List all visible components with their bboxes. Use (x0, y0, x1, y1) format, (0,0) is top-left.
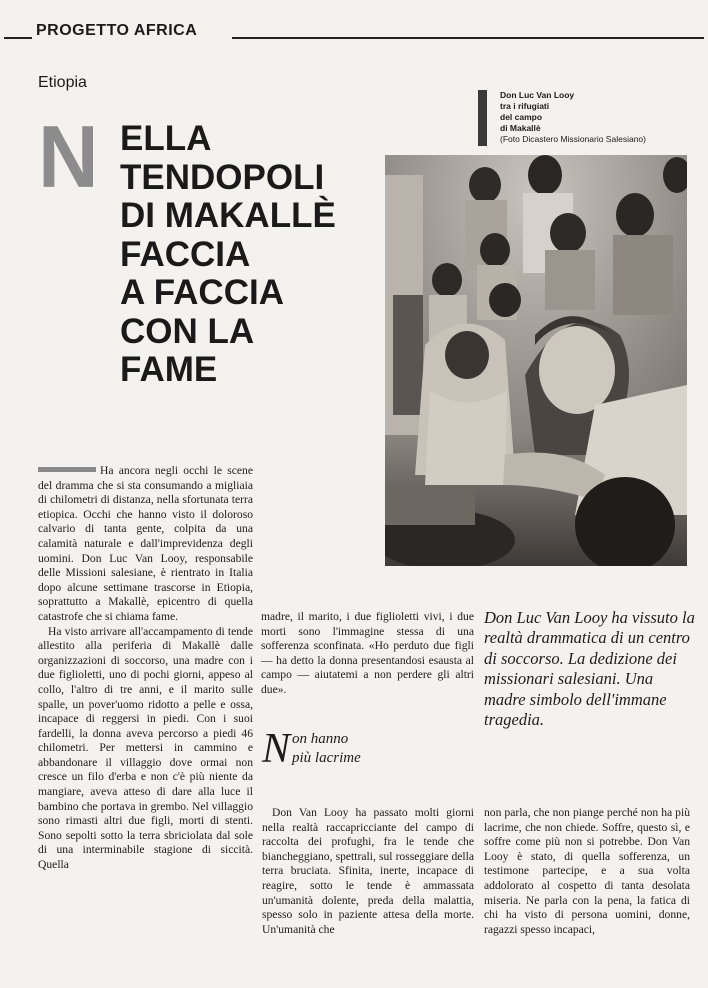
headline-line: TENDOPOLI (120, 157, 325, 197)
body-paragraph: Don Van Looy ha passato molti giorni nella realtà raccapricciante del campo di raccolta dei profughi, fra le tende che biancheggiano, spettrali, sul rosseggiare della terra bruciata. Sfinita, inerte, incapace di reagire, sotto le tende è ammassata un'umanità dolente, preda della malattia, spesso solo in paziente attesa della morte. Un'umanità che (262, 806, 474, 936)
headline-line: FAME (120, 350, 218, 389)
lead-paragraph-text: Ha ancora negli occhi le scene del dramma che si sta consumando a migliaia di chilometri di distanza, nella sfortunata terra etiopica. Occhi che hanno visto il doloroso calvario di tanta gente, colpita da una calamità naturale e dall'imprevidenza degli uomini. Don Luc Van Looy, responsabile delle Missioni salesiane, è rientrato in Italia dopo alcune settimane trascorse in Etiopia, soprattutto a Makallè, epicentro di quella catastrofe che si chiama fame. (38, 464, 253, 623)
pull-quote: Don Luc Van Looy ha vissuto la realtà drammatica di un centro di soccorso. La dedizione dei missionari salesiani. Una madre simbolo dell'immane tragedia. (484, 608, 695, 730)
subheading-line-2: più lacrime (292, 750, 361, 766)
running-header: PROGETTO AFRICA (36, 22, 198, 39)
caption-credit: (Foto Dicastero Missionario Salesiano) (500, 134, 646, 144)
caption-line: tra i rifugiati (500, 101, 550, 111)
caption-line: del campo (500, 112, 543, 122)
caption-marker-bar (478, 90, 487, 146)
headline-line: A FACCIA (120, 273, 284, 312)
body-column-1 (38, 464, 253, 873)
subheading-text: on hanno (292, 731, 349, 747)
body-paragraph: madre, il marito, i due figlioletti vivi, i due morti sono l'immagine stessa di una sofferenza sconfinata. «Ho perduto due figli — ha detto la donna presentandosi esausta al campo — aiutatemi a non perdere gli altri due». (261, 610, 474, 696)
body-column-3 (262, 806, 474, 937)
photo-caption (500, 90, 700, 145)
photo-illustration (385, 155, 687, 566)
lead-in-bar (38, 467, 96, 472)
lead-paragraph (38, 464, 253, 625)
headline-line: FACCIA (120, 234, 251, 274)
headline-line: CON LA (120, 311, 255, 351)
body-paragraph: non parla, che non piange perché non ha più lacrime, che non chiede. Soffre, questo sì, e soffre come più non si potrebbe. Don Van Looy è stato, di quella sofferenza, un testimone partecipe, e a sua volta addolorato al cospetto di tanta desolata miseria. Ne parla con la pena, la fatica di chi ha visto di persona uomini, donne, ragazzi spesso incapaci, (484, 806, 690, 936)
headline-line: ELLA (120, 119, 212, 158)
body-column-4 (484, 806, 690, 937)
headline-line: DI MAKALLÈ (120, 196, 336, 235)
body-paragraph: Ha visto arrivare all'accampamento di tende allestito alla periferia di Makallè dalle organizzazioni di soccorso, una madre con i due figlioletti, uno di pochi giorni, appeso al collo, l'altro di tre anni, e il marito sulle spalle, un pover'uomo ridotto a pelle e ossa, incapace di reggersi in piedi. Con i suoi fardelli, la donna aveva percorso a piedi 46 chilometri. Per mettersi in cammino e abbandonare il villaggio dove ormai non cresce un filo d'erba e non c'è più niente da mangiare, aveva atteso di dare alla luce il bambino che portava in grembo. Nel villaggio sono rimasti altri due figli, morti di stenti. Sono sepolti sotto la terra sbriciolata dal sole di una interminabile stagione di siccità. Quella (38, 624, 253, 872)
headline-drop-cap: N (38, 126, 99, 187)
header-rule-right (232, 37, 704, 39)
header-rule-left (4, 37, 32, 39)
caption-line: Don Luc Van Looy (500, 90, 575, 100)
body-column-2 (261, 610, 474, 698)
headline (38, 120, 368, 390)
refugee-camp-photo (385, 155, 687, 566)
subheading-initial: N (262, 726, 291, 772)
subheading (262, 726, 462, 772)
section-label: Etiopia (38, 74, 87, 91)
caption-line: di Makallè (500, 123, 541, 133)
